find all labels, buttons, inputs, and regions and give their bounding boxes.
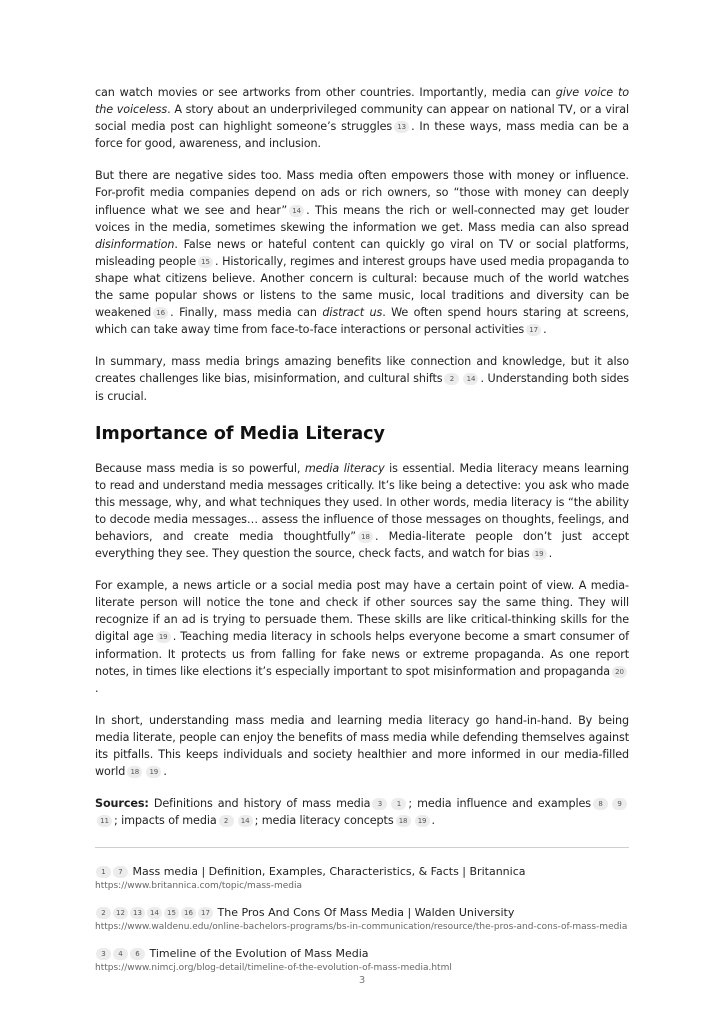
reference-url[interactable]: https://www.nimcj.org/blog-detail/timeline-of-the-evolution-of-mass-media.html: [95, 963, 452, 974]
citation-badge[interactable]: 16: [181, 907, 196, 919]
citation-badge[interactable]: 4: [113, 948, 128, 960]
reference-title[interactable]: Timeline of the Evolution of Mass Media: [149, 947, 369, 961]
citation-badge[interactable]: 1: [96, 866, 111, 878]
reference-item: [95, 946, 629, 975]
citation-badge[interactable]: 6: [130, 948, 145, 960]
reference-title[interactable]: The Pros And Cons Of Mass Media | Walden University: [217, 906, 515, 920]
reference-list: [95, 864, 629, 975]
citation-badge[interactable]: 13: [130, 907, 145, 919]
citation-badge[interactable]: 3: [96, 948, 111, 960]
paragraph-summary: In summary, mass media brings amazing benefits like connection and knowledge, but it also creates challenges like bias, misinformation, and cultural shifts 2 14 . Understanding both sides is crucial.: [95, 355, 629, 403]
section-heading: Importance of Media Literacy: [95, 423, 385, 444]
citation-badge[interactable]: 20: [612, 666, 627, 678]
page-number: 3: [358, 975, 366, 986]
citation-badge[interactable]: 2: [96, 907, 111, 919]
citation-badge[interactable]: 18: [396, 815, 411, 827]
sources-paragraph: Sources: Definitions and history of mass media 3 1 ; media influence and examples 8 911 ; impacts of media 2 14 ; media literacy concepts 18 19 .: [95, 795, 629, 829]
reference-item: [95, 905, 629, 934]
citation-badge[interactable]: 19: [415, 815, 430, 827]
citation-badge[interactable]: 17: [526, 324, 541, 336]
citation-badge[interactable]: 15: [164, 907, 179, 919]
citation-badge[interactable]: 18: [358, 531, 373, 543]
citation-badge[interactable]: 19: [146, 766, 161, 778]
reference-title-line[interactable]: [95, 864, 629, 879]
citation-badge[interactable]: 14: [463, 373, 478, 385]
document-body: [95, 84, 629, 987]
paragraph-conclusion: In short, understanding mass media and learning media literacy go hand-in-hand. By being media literate, people can enjoy the benefits of mass media while defending themselves against its pitfalls. This keeps individuals and society healthier and more informed in our media-filled world 18 19 .: [95, 713, 629, 779]
reference-item: [95, 864, 629, 893]
reference-url[interactable]: https://www.waldenu.edu/online-bachelors-programs/bs-in-communication/resource/the-pros-and-cons-of-mass-media: [95, 922, 628, 933]
citation-badge[interactable]: 1: [391, 798, 406, 810]
citation-badge[interactable]: 17: [198, 907, 213, 919]
citation-badge[interactable]: 9: [612, 798, 627, 810]
citation-badge[interactable]: 18: [127, 766, 142, 778]
citation-badge[interactable]: 11: [97, 815, 112, 827]
citation-badge[interactable]: 14: [238, 815, 253, 827]
citation-badge[interactable]: 3: [372, 798, 387, 810]
paragraph-media-literacy: Because mass media is so powerful, media literacy is essential. Media literacy means learning to read and understand media messages critically. It’s like being a detective: you ask who made this message, why, and what techniques they used. In other words, media literacy is “the ability to decode media messages… assess the influence of those messages on thoughts, feelings, and behaviors, and create media thoughtfully” 18 . Media-literate people don’t just accept everything they see. They question the source, check facts, and watch for bias 19 .: [95, 461, 629, 561]
citation-badge[interactable]: 2: [444, 373, 459, 385]
citation-badge[interactable]: 15: [198, 256, 213, 268]
citation-badge[interactable]: 7: [113, 866, 128, 878]
reference-title-line[interactable]: [95, 905, 629, 920]
citation-badge[interactable]: 19: [156, 631, 171, 643]
citation-badge[interactable]: 8: [593, 798, 608, 810]
paragraph-media-voice: can watch movies or see artworks from other countries. Importantly, media can give voice to the voiceless. A story about an underprivileged community can appear on national TV, or a viral social media post can highlight someone’s struggles 13 . In these ways, mass media can be a force for good, awareness, and inclusion.: [95, 86, 630, 151]
citation-badge[interactable]: 13: [394, 121, 409, 133]
reference-url[interactable]: https://www.britannica.com/topic/mass-media: [95, 881, 302, 892]
reference-title-line[interactable]: [95, 946, 629, 961]
citation-badge[interactable]: 14: [289, 205, 304, 217]
paragraph-example: For example, a news article or a social media post may have a certain point of view. A media-literate person will notice the tone and check if other sources say the same thing. They will recognize if an ad is trying to persuade them. These skills are like critical-thinking skills for the digital age 19 . Teaching media literacy in schools helps everyone become a smart consumer of information. It protects us from falling for fake news or extreme propaganda. As one report notes, in times like elections it’s especially important to spot misinformation and propaganda 20.: [95, 579, 629, 695]
citation-badge[interactable]: 16: [153, 307, 168, 319]
paragraph-negative-sides: But there are negative sides too. Mass media often empowers those with money or influence. For-profit media companies depend on ads or rich owners, so “those with money can deeply influence what we see and hear” 14 . This means the rich or well-connected may get louder voices in the media, sometimes skewing the information we get. Mass media can also spread disinformation. False news or hateful content can quickly go viral on TV or social platforms, misleading people 15 . Historically, regimes and interest groups have used media propaganda to shape what citizens believe. Another concern is cultural: because much of the world watches the same popular shows or listens to the same music, local traditions and diversity can be weakened 16 . Finally, mass media can distract us. We often spend hours staring at screens, which can take away time from face-to-face interactions or personal activities 17 .: [95, 169, 630, 337]
citation-badge[interactable]: 14: [147, 907, 162, 919]
divider: [95, 847, 629, 848]
sources-label: Sources:: [95, 797, 149, 811]
reference-title[interactable]: Mass media | Definition, Examples, Characteristics, & Facts | Britannica: [132, 865, 526, 879]
citation-badge[interactable]: 12: [113, 907, 128, 919]
citation-badge[interactable]: 2: [219, 815, 234, 827]
citation-badge[interactable]: 19: [532, 548, 547, 560]
